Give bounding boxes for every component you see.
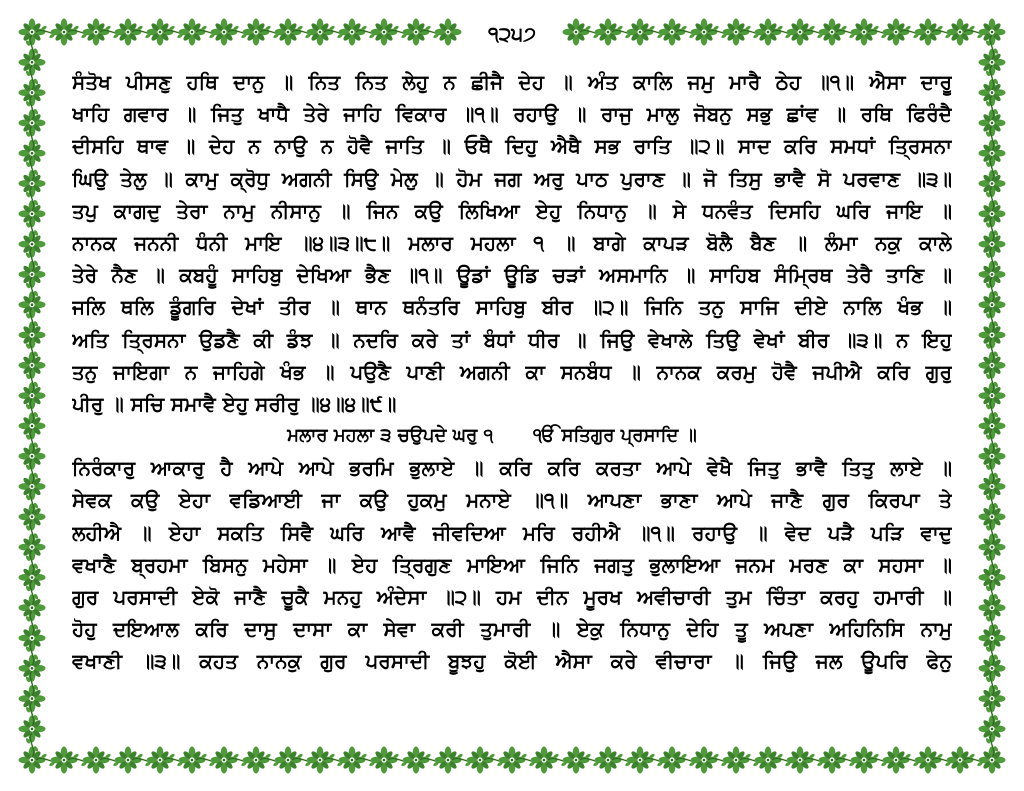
page-number: ੧੨੫੭: [488, 22, 536, 46]
text-line: ਵਖਾਣੀ ॥੩॥ ਕਹਤ ਨਾਨਕੁ ਗੁਰ ਪਰਸਾਦੀ ਬੂਝਹੁ ਕੋਈ ਐਸਾ ਕਰੇ ਵੀਚਾਰਾ ॥ ਜਿਉ ਜਲ ਊਪਰਿ ਫੇਨੁ: [72, 649, 952, 674]
text-line: ਸੰਤੋਖ ਪੀਸਣੁ ਹਥਿ ਦਾਨੁ ॥ ਨਿਤ ਨਿਤ ਲੇਹੁ ਨ ਛੀਜੈ ਦੇਹ ॥ ਅੰਤ ਕਾਲਿ ਜਮੁ ਮਾਰੈ ਠੇਹ ॥੧॥ ਐਸਾ ਦਾਰੂ: [72, 70, 952, 94]
border-flower-icon: [19, 625, 46, 652]
text-line: ਹੋਹੁ ਦਇਆਲ ਕਰਿ ਦਾਸੁ ਦਾਸਾ ਕਾ ਸੇਵਾ ਕਰੀ ਤੁਮਾਰੀ ॥ ਏਕੁ ਨਿਧਾਨੁ ਦੇਹਿ ਤੂ ਅਪਣਾ ਅਹਿਨਿਸਿ ਨਾਮੁ: [72, 617, 952, 642]
border-flower-icon: [19, 473, 46, 500]
text-line: ਤਨੁ ਜਾਇਗਾ ਨ ਜਾਹਿਗੇ ਖੰਭ ॥ ਪਉਣੈ ਪਾਣੀ ਅਗਨੀ ਕਾ ਸਨਬੰਧ ॥ ਨਾਨਕ ਕਰਮੁ ਹੋਵੈ ਜਪੀਐ ਕਰਿ ਗੁਰੁ: [72, 359, 952, 384]
border-flower-icon: [979, 685, 1006, 712]
border-flower-icon: [979, 715, 1006, 742]
border-flower-icon: [19, 382, 46, 409]
text-line: ਪੀਰੁ ॥ ਸਚਿ ਸਮਾਵੈ ਏਹੁ ਸਰੀਰੁ ॥੪॥੪॥੯॥: [72, 391, 397, 416]
text-line: ਸੇਵਕ ਕਉ ਏਹਾ ਵਡਿਆਈ ਜਾ ਕਉ ਹੁਕਮੁ ਮਨਾਏ ॥੧॥ ਆਪਣਾ ਭਾਣਾ ਆਪੇ ਜਾਣੈ ਗੁਰ ਕਿਰਪਾ ਤੇ: [72, 488, 952, 513]
border-flower-icon: [19, 503, 46, 530]
text-line: ਲਹੀਐ ॥ ਏਹਾ ਸਕਤਿ ਸਿਵੈ ਘਰਿ ਆਵੈ ਜੀਵਦਿਆ ਮਰਿ ਰਹੀਐ ॥੧॥ ਰਹਾਉ ॥ ਵੇਦ ਪੜੈ ਪੜਿ ਵਾਦੁ: [72, 520, 952, 545]
border-flower-icon: [19, 594, 46, 621]
border-flower-icon: [979, 655, 1006, 682]
border-flower-icon: [19, 443, 46, 470]
text-line: ਨਿਰੰਕਾਰੁ ਆਕਾਰੁ ਹੈ ਆਪੇ ਆਪੇ ਭਰਮਿ ਭੁਲਾਏ ॥ ਕਰਿ ਕਰਿ ਕਰਤਾ ਆਪੇ ਵੇਖੈ ਜਿਤੁ ਭਾਵੈ ਤਿਤੁ ਲਾਏ ॥: [72, 456, 952, 481]
border-flower-icon: [979, 382, 1006, 409]
border-flower-icon: [979, 473, 1006, 500]
text-line: ਦੀਸਹਿ ਥਾਵ ॥ ਦੇਹ ਨ ਨਾਉ ਨ ਹੋਵੈ ਜਾਤਿ ॥ ਓਥੈ ਦਿਹੁ ਐਥੈ ਸਭ ਰਾਤਿ ॥੨॥ ਸਾਦ ਕਰਿ ਸਮਧਾਂ ਤ੍ਰਿਸਨਾ: [72, 134, 952, 159]
border-flower-icon: [979, 291, 1006, 318]
border-flower-icon: [979, 443, 1006, 470]
border-flower-icon: [979, 352, 1006, 379]
border-flower-icon: [19, 412, 46, 439]
border-flower-icon: [19, 140, 46, 167]
border-left: [19, 35, 46, 757]
border-flower-icon: [979, 564, 1006, 591]
text-line: ਖਾਹਿ ਗਵਾਰ ॥ ਜਿਤੁ ਖਾਧੈ ਤੇਰੇ ਜਾਹਿ ਵਿਕਾਰ ॥੧॥ ਰਹਾਉ ॥ ਰਾਜੁ ਮਾਲੁ ਜੋਬਨੁ ਸਭੁ ਛਾਂਵ ॥ ਰਥਿ ਫਿਰੰਦੈ: [72, 102, 952, 127]
border-flower-icon: [979, 534, 1006, 561]
border-flower-icon: [979, 140, 1006, 167]
text-line: ਨਾਨਕ ਜਨਨੀ ਧੰਨੀ ਮਾਇ ॥੪॥੩॥੮॥ ਮਲਾਰ ਮਹਲਾ ੧ ॥ ਬਾਗੇ ਕਾਪੜ ਬੋਲੈ ਬੈਣ ॥ ਲੰਮਾ ਨਕੁ ਕਾਲੇ: [72, 230, 952, 255]
border-right: [979, 35, 1006, 757]
border-flower-icon: [19, 352, 46, 379]
border-flower-icon: [979, 109, 1006, 136]
section-heading: [72, 420, 952, 452]
border-flower-icon: [19, 49, 46, 76]
border-flower-icon: [19, 261, 46, 288]
text-line: ਵਖਾਣੈ ਬ੍ਰਹਮਾ ਬਿਸਨੁ ਮਹੇਸਾ ॥ ਏਹ ਤ੍ਰਿਗੁਣ ਮਾਇਆ ਜਿਨਿ ਜਗਤੁ ਭੁਲਾਇਆ ਜਨਮ ਮਰਣ ਕਾ ਸਹਸਾ ॥: [72, 552, 952, 577]
border-flower-icon: [19, 200, 46, 227]
border-flower-icon: [19, 715, 46, 742]
border-flower-icon: [979, 625, 1006, 652]
border-flower-icon: [19, 291, 46, 318]
border-flower-icon: [19, 79, 46, 106]
border-flower-icon: [19, 109, 46, 136]
text-line: ਜਲਿ ਥਲਿ ਡੂੰਗਰਿ ਦੇਖਾਂ ਤੀਰ ॥ ਥਾਨ ਥਨੰਤਰਿ ਸਾਹਿਬੁ ਬੀਰ ॥੨॥ ਜਿਨਿ ਤਨੁ ਸਾਜਿ ਦੀਏ ਨਾਲਿ ਖੰਭ ॥: [72, 295, 952, 320]
border-flower-icon: [19, 655, 46, 682]
border-flower-icon: [979, 322, 1006, 349]
text-line: ਘਿਉ ਤੇਲੁ ॥ ਕਾਮੁ ਕ੍ਰੋਧੁ ਅਗਨੀ ਸਿਉ ਮੇਲੁ ॥ ਹੋਮ ਜਗ ਅਰੁ ਪਾਠ ਪੁਰਾਣ ॥ ਜੋ ਤਿਸੁ ਭਾਵੈ ਸੋ ਪਰਵਾਣ ॥੩॥: [72, 166, 952, 191]
border-flower-icon: [979, 747, 1006, 774]
border-flower-icon: [19, 685, 46, 712]
heading-raag: ਮਲਾਰ ਮਹਲਾ ੩ ਚਉਪਦੇ ਘਰੁ ੧: [287, 425, 494, 447]
border-flower-icon: [979, 200, 1006, 227]
border-flower-icon: [979, 261, 1006, 288]
border-flower-icon: [19, 534, 46, 561]
border-flower-icon: [979, 49, 1006, 76]
border-flower-icon: [979, 412, 1006, 439]
text-line: ਤੇਰੇ ਨੈਣ ॥ ਕਬਹੂੰ ਸਾਹਿਬੁ ਦੇਖਿਆ ਭੈਣ ॥੧॥ ਊਡਾਂ ਊਡਿ ਚੜਾਂ ਅਸਮਾਨਿ ॥ ਸਾਹਿਬ ਸੰਮ੍ਰਿਥ ਤੇਰੈ ਤਾਣਿ ॥: [72, 263, 952, 288]
text-line: ਗੁਰ ਪਰਸਾਦੀ ਏਕੋ ਜਾਣੈ ਚੂਕੈ ਮਨਹੁ ਅੰਦੇਸਾ ॥੨॥ ਹਮ ਦੀਨ ਮੂਰਖ ਅਵੀਚਾਰੀ ਤੁਮ ਚਿੰਤਾ ਕਰਹੁ ਹਮਾਰੀ ॥: [72, 585, 952, 609]
text-line: ਅਤਿ ਤ੍ਰਿਸਨਾ ਉਡਣੈ ਕੀ ਡੰਝ ॥ ਨਦਰਿ ਕਰੇ ਤਾਂ ਬੰਧਾਂ ਧੀਰ ॥ ਜਿਉ ਵੇਖਾਲੇ ਤਿਉ ਵੇਖਾਂ ਬੀਰ ॥੩॥ ਨ ਇਹੁ: [72, 327, 952, 352]
border-flower-icon: [979, 231, 1006, 258]
border-flower-icon: [19, 747, 46, 774]
border-flower-icon: [19, 564, 46, 591]
heading-mool-mantar: ੴ ਸਤਿਗੁਰ ਪ੍ਰਸਾਦਿ ॥: [533, 425, 697, 447]
border-flower-icon: [19, 231, 46, 258]
border-flower-icon: [979, 170, 1006, 197]
border-flower-icon: [979, 79, 1006, 106]
gurbani-text: [72, 66, 952, 766]
border-flower-icon: [979, 503, 1006, 530]
border-flower-icon: [19, 170, 46, 197]
text-line: ਤਪੁ ਕਾਗਦੁ ਤੇਰਾ ਨਾਮੁ ਨੀਸਾਨੁ ॥ ਜਿਨ ਕਉ ਲਿਖਿਆ ਏਹੁ ਨਿਧਾਨੁ ॥ ਸੇ ਧਨਵੰਤ ਦਿਸਹਿ ਘਰਿ ਜਾਇ ॥: [72, 198, 952, 223]
border-flower-icon: [979, 594, 1006, 621]
border-flower-icon: [19, 322, 46, 349]
